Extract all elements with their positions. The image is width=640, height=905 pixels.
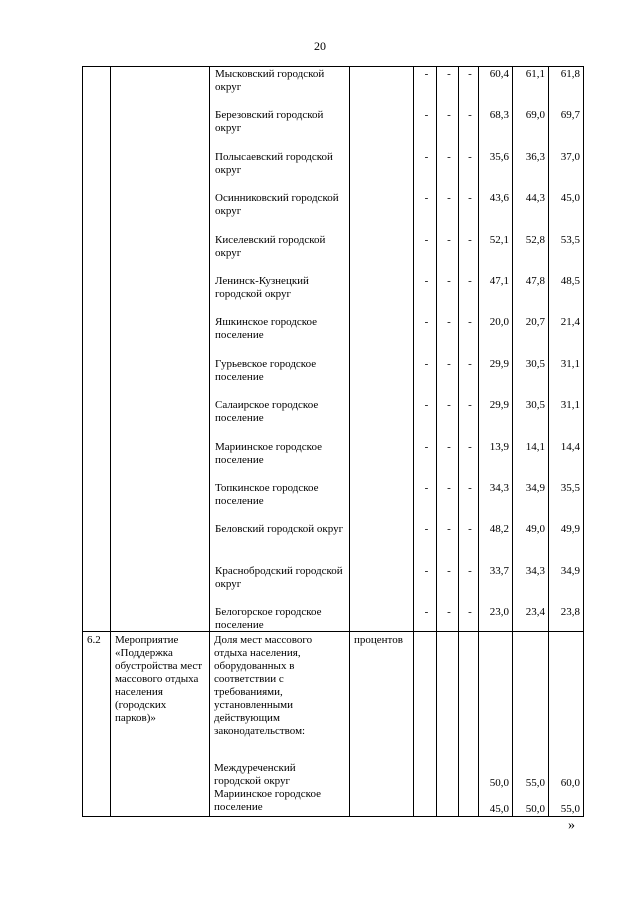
territory-name: Осинниковский городской округ [215, 192, 339, 218]
row-value: 44,3 [525, 192, 545, 205]
territory-name: Полысаевский городской округ [215, 150, 333, 176]
row-value: - [424, 440, 429, 453]
row-value: - [447, 564, 451, 577]
row-value: - [468, 399, 472, 412]
closing-quote-mark: » [568, 818, 575, 833]
row-value: - [447, 523, 451, 536]
value-column-5 [513, 67, 549, 632]
row-value: 37,0 [560, 150, 580, 163]
territory-name: Ленинск-Кузнецкий городской округ [215, 274, 309, 300]
row-value: - [447, 274, 451, 287]
row-value: - [424, 606, 429, 619]
row-value: - [424, 399, 429, 412]
sub-row-name: Междуреченский городской округ [214, 762, 296, 788]
value-column-4 [479, 67, 513, 632]
territory-name: Мариинское городское поселение [215, 440, 322, 466]
sub-values-1 [479, 632, 513, 817]
row-value: 14,1 [525, 440, 545, 453]
row-value: 52,1 [489, 233, 509, 246]
row-value: - [447, 481, 451, 494]
row-value: - [447, 440, 451, 453]
territory-name: Топкинское городское поселение [215, 481, 319, 507]
territory-name: Беловский городской округ [215, 523, 344, 536]
unit-cell-empty [350, 67, 414, 632]
sub-value: 55,0 [560, 803, 580, 816]
row-value: 23,4 [525, 606, 545, 619]
row-value: - [447, 606, 451, 619]
row-value: 13,9 [489, 440, 509, 453]
row-value: - [447, 399, 451, 412]
sub-values-3 [549, 632, 584, 817]
row-value: 34,3 [489, 481, 509, 494]
row-value: 34,9 [560, 564, 580, 577]
row-value: - [424, 357, 429, 370]
row-value: - [424, 274, 429, 287]
row-value: 60,4 [489, 68, 509, 80]
sub-value: 60,0 [560, 777, 580, 790]
row-value: 69,7 [560, 109, 580, 122]
row-value: - [468, 440, 472, 453]
value-column-3 [459, 67, 479, 632]
row-value: 20,0 [489, 316, 509, 329]
measure-cell-empty [111, 67, 210, 632]
territory-name: Краснобродский городской округ [215, 564, 343, 590]
row-value: 36,3 [525, 150, 545, 163]
row-value: 48,5 [560, 274, 580, 287]
row-value: 47,1 [489, 274, 509, 287]
row-value: - [424, 564, 429, 577]
empty-cell [459, 632, 479, 817]
row-value: 23,8 [560, 606, 580, 619]
sub-value: 55,0 [525, 777, 545, 790]
section-number: 6.2 [83, 632, 111, 817]
number-cell-empty [83, 67, 111, 632]
row-value: 35,6 [489, 150, 509, 163]
row-value: 52,8 [525, 233, 545, 246]
territory-name: Киселевский городской округ [215, 233, 326, 259]
page-number: 20 [314, 39, 326, 53]
continued-rows [83, 67, 584, 632]
empty-cell [414, 632, 437, 817]
section-indicator-cell [210, 632, 350, 817]
sub-value: 45,0 [489, 803, 509, 816]
row-value: - [468, 357, 472, 370]
row-value: 31,1 [560, 357, 580, 370]
row-value: 61,1 [525, 68, 545, 80]
row-value: - [424, 68, 429, 80]
row-value: - [468, 109, 472, 122]
row-value: - [424, 316, 429, 329]
value-column-2 [437, 67, 459, 632]
row-value: 48,2 [489, 523, 509, 536]
row-value: - [468, 274, 472, 287]
row-value: - [447, 316, 451, 329]
row-value: 69,0 [525, 109, 545, 122]
row-value: - [447, 357, 451, 370]
row-value: - [468, 68, 472, 80]
row-value: - [468, 481, 472, 494]
indicators-table [82, 66, 584, 817]
value-column-1 [414, 67, 437, 632]
row-value: 47,8 [525, 274, 545, 287]
row-value: 43,6 [489, 192, 509, 205]
territory-name: Мысковский городской округ [215, 68, 325, 93]
row-value: 49,0 [525, 523, 545, 536]
territory-name: Белогорское городское поселение [215, 606, 322, 632]
row-value: - [447, 192, 451, 205]
sub-value: 50,0 [489, 777, 509, 790]
sub-row-name: Мариинское городское поселение [214, 788, 321, 814]
row-value: 34,3 [525, 564, 545, 577]
row-value: - [468, 523, 472, 536]
territory-name: Яшкинское городское поселение [215, 316, 318, 342]
empty-cell [437, 632, 459, 817]
row-value: 30,5 [525, 399, 545, 412]
row-value: 21,4 [560, 316, 580, 329]
row-value: 68,3 [489, 109, 509, 122]
row-value: 23,0 [489, 606, 509, 619]
row-value: - [447, 68, 451, 80]
row-value: 20,7 [525, 316, 545, 329]
row-value: - [468, 606, 472, 619]
row-value: 31,1 [560, 399, 580, 412]
row-value: - [424, 233, 429, 246]
territory-name: Салаирское городское поселение [215, 399, 319, 425]
row-value: - [447, 109, 451, 122]
row-value: 49,9 [560, 523, 580, 536]
row-value: 61,8 [560, 68, 580, 80]
section-measure: Мероприятие «Поддержка обустройства мест массового отдыха населения (городских парков)» [111, 632, 210, 817]
row-value: - [424, 481, 429, 494]
row-value: 29,9 [489, 399, 509, 412]
row-value: - [424, 150, 429, 163]
row-value: - [447, 233, 451, 246]
territory-name: Березовский городской округ [215, 109, 324, 135]
section-row [83, 632, 584, 817]
territory-name: Гурьевское городское поселение [215, 357, 317, 383]
value-column-6 [549, 67, 584, 632]
territory-column [210, 67, 350, 632]
row-value: - [424, 109, 429, 122]
row-value: - [447, 150, 451, 163]
row-value: 35,5 [560, 481, 580, 494]
row-value: - [424, 523, 429, 536]
row-value: - [468, 316, 472, 329]
section-unit: процентов [350, 632, 414, 817]
row-value: 14,4 [560, 440, 580, 453]
row-value: - [468, 564, 472, 577]
row-value: 30,5 [525, 357, 545, 370]
row-value: - [424, 192, 429, 205]
row-value: 45,0 [560, 192, 580, 205]
section-indicator: Доля мест массового отдыха населения, оборудованных в соответствии с требованиями, установленными действующим законодательством: [214, 634, 313, 738]
row-value: - [468, 150, 472, 163]
row-value: 29,9 [489, 357, 509, 370]
sub-values-2 [513, 632, 549, 817]
row-value: 53,5 [560, 233, 580, 246]
row-value: - [468, 192, 472, 205]
row-value: 33,7 [489, 564, 509, 577]
sub-value: 50,0 [525, 803, 545, 816]
row-value: - [468, 233, 472, 246]
row-value: 34,9 [525, 481, 545, 494]
